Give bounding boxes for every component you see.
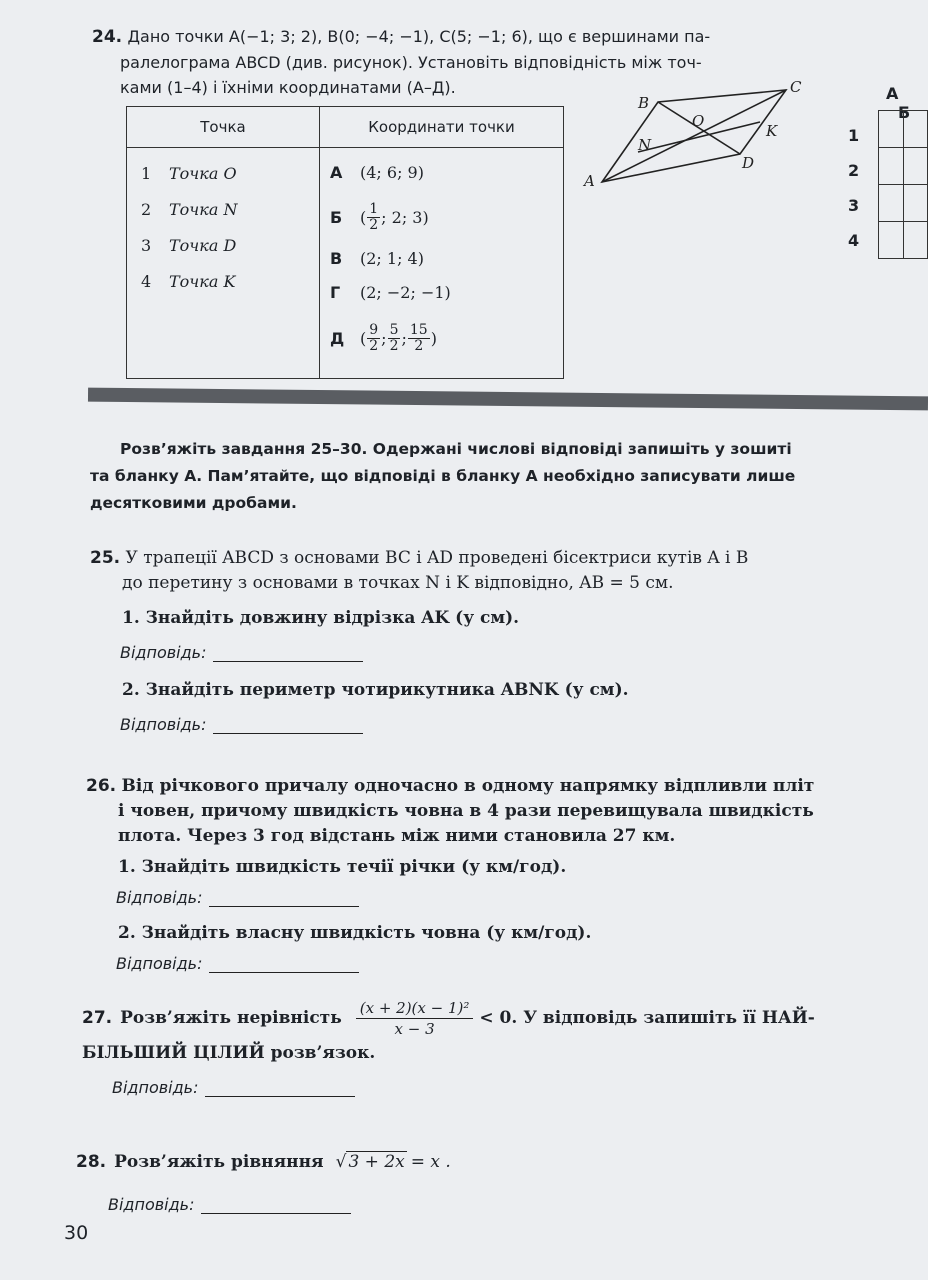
coord-row-d: Д ( $\frac{9}{2}$ ; $\frac{5}{2}$ ; $\frac{15}{2}$ ) <box>330 321 437 354</box>
grid-cell[interactable] <box>879 222 904 259</box>
q24-line1: 24. Дано точки A(−1; 3; 2), B(0; −4; −1), C(5; −1; 6), що є вершинами па- <box>92 27 711 47</box>
label-c: C <box>790 78 802 96</box>
grid-cell[interactable] <box>903 148 928 185</box>
grid-cell[interactable] <box>879 185 904 222</box>
answer-blank[interactable] <box>213 715 363 734</box>
question-28 <box>76 1150 816 1214</box>
grid-cell[interactable] <box>903 111 928 148</box>
q26-answer1: Відповідь: <box>86 888 816 907</box>
coord-row-g: Г (2; −2; −1) <box>330 283 451 302</box>
q27-line2: БІЛЬШИЙ ЦІЛИЙ розв’язок. <box>82 1043 376 1063</box>
q27-answer: Відповідь: <box>82 1078 822 1097</box>
coord-row-b: Б ( $\frac{1}{2}$ ; 2; 3) <box>330 200 429 233</box>
label-a: A <box>584 172 595 190</box>
answer-grid-header: А Б <box>886 84 911 122</box>
instruction-line2: та бланку А. Пам’ятайте, що відповіді в бланку А необхідно записувати лише <box>90 467 796 485</box>
q25-sub1: 1. Знайдіть довжину відрізка AK (у см). <box>122 608 520 628</box>
table-header-coords: Координати точки <box>320 107 564 148</box>
label-k: K <box>766 122 778 140</box>
point-row-2: 2 Точка N <box>141 200 238 219</box>
label-d: D <box>742 154 755 172</box>
q24-line3: ками (1–4) і їхніми координатами (А–Д). <box>120 78 456 97</box>
point-row-4: 4 Точка K <box>141 272 236 291</box>
answer-blank[interactable] <box>209 888 359 907</box>
question-26 <box>86 774 816 973</box>
instruction-line3: десятковими дробами. <box>90 494 297 512</box>
answer-blank[interactable] <box>201 1195 351 1214</box>
answer-grid <box>878 110 928 259</box>
q26-sub2: 2. Знайдіть власну швидкість човна (у км/год). <box>118 923 592 943</box>
instruction-line1: Розв’яжіть завдання 25–30. Одержані числові відповіді запишіть у зошиті <box>120 440 792 458</box>
q24-number: 24. <box>92 27 123 47</box>
instruction-block <box>90 436 810 517</box>
point-row-1: 1 Точка O <box>141 164 237 183</box>
table-header-point: Точка <box>127 107 320 148</box>
q26-line2: і човен, причому швидкість човна в 4 рази перевищувала швидкість <box>118 801 814 821</box>
q25-answer2: Відповідь: <box>90 715 820 734</box>
point-row-3: 3 Точка D <box>141 236 237 255</box>
answer-blank[interactable] <box>213 643 363 662</box>
grid-cell[interactable] <box>879 148 904 185</box>
q28-answer: Відповідь: <box>76 1195 816 1214</box>
section-divider <box>88 388 928 411</box>
q25-answer1: Відповідь: <box>90 643 820 662</box>
answer-blank[interactable] <box>205 1078 355 1097</box>
q28-line1: 28. Розв’яжіть рівняння √ 3 + 2x = x . <box>76 1150 816 1175</box>
q25-line1: 25. У трапеції ABCD з основами BC і AD проведені бісектриси кутів A і B <box>90 548 749 568</box>
diagonal-ac <box>602 90 786 182</box>
q26-line1: 26. Від річкового причалу одночасно в одному напрямку відпливли пліт <box>86 776 815 796</box>
q26-sub1: 1. Знайдіть швидкість течії річки (у км/год). <box>118 857 567 877</box>
label-b: B <box>638 94 650 112</box>
coord-row-v: В (2; 1; 4) <box>330 249 424 268</box>
answer-blank[interactable] <box>209 954 359 973</box>
parallelogram-figure <box>580 78 820 198</box>
grid-cell[interactable] <box>903 185 928 222</box>
q25-sub2: 2. Знайдіть периметр чотирикутника ABNK (у см). <box>122 680 629 700</box>
label-n: N <box>638 136 652 154</box>
coord-row-a: А (4; 6; 9) <box>330 163 424 182</box>
label-o: O <box>692 112 705 130</box>
points-cell <box>127 148 320 379</box>
coords-cell <box>320 148 564 379</box>
q24-line2: ралелограма ABCD (див. рисунок). Установіть відповідність між точ- <box>120 53 702 72</box>
q27-fraction: (x + 2)(x − 1)² x − 3 <box>356 998 474 1039</box>
q28-radical: √ 3 + 2x <box>335 1152 405 1172</box>
q26-line3: плота. Через 3 год відстань між ними становила 27 км. <box>118 826 676 846</box>
q26-answer2: Відповідь: <box>86 954 816 973</box>
answer-grid-row-labels: 1 2 3 4 <box>848 126 860 250</box>
q27-line1: 27. Розв’яжіть нерівність (x + 2)(x − 1)² x − 3 < 0. У відповідь запишіть її НАЙ- <box>82 999 815 1038</box>
q24-matching-table <box>126 106 564 379</box>
grid-cell[interactable] <box>879 111 904 148</box>
grid-cell[interactable] <box>903 222 928 259</box>
question-27 <box>82 998 822 1097</box>
q25-line2: до перетину з основами в точках N і K відповідно, AB = 5 см. <box>122 573 674 593</box>
page-number: 30 <box>64 1222 89 1244</box>
question-25 <box>90 546 820 734</box>
